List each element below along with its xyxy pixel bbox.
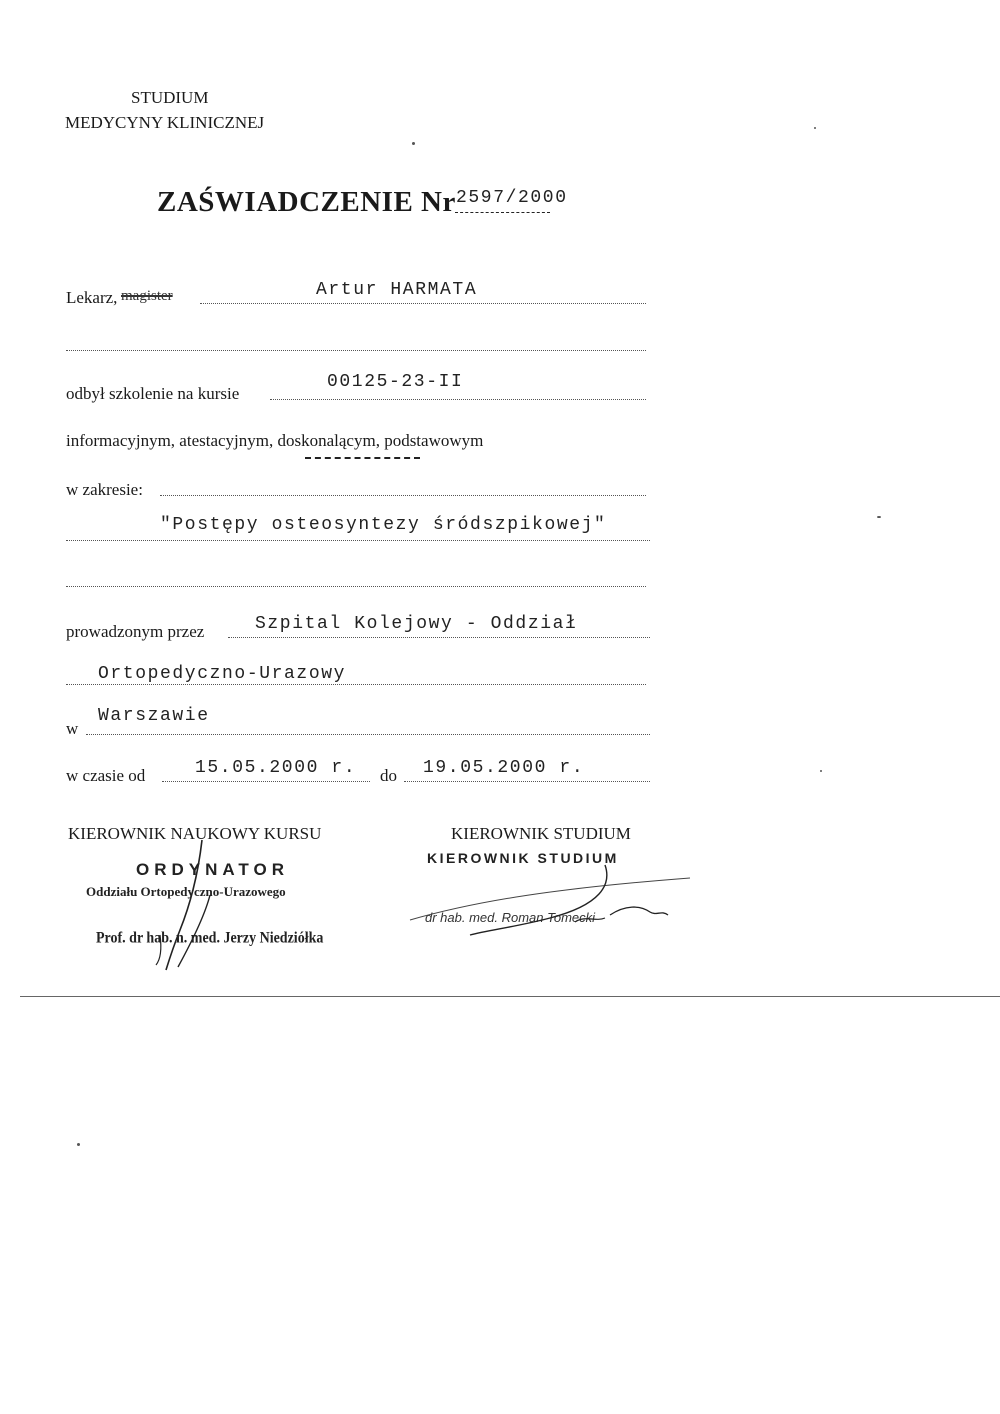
organizer-dotted-line-1 (228, 637, 650, 638)
left-stamp-line-2: Oddziału Ortopedyczno-Urazowego (86, 884, 286, 899)
scope-dotted-line-2 (66, 540, 650, 541)
scope-label: w zakresie: (66, 480, 143, 499)
course-code: 00125-23-II (327, 372, 464, 392)
city-label: w (66, 719, 79, 738)
scope-value: "Postępy osteosyntezy śródszpikowej" (160, 515, 607, 535)
date-from: 15.05.2000 r. (195, 758, 357, 778)
right-handwritten-signature (400, 860, 700, 940)
organizer-line-2: Ortopedyczno-Urazowy (98, 664, 347, 684)
course-dotted-line (270, 399, 646, 400)
scan-speck (412, 142, 415, 145)
scan-speck (77, 1143, 80, 1146)
course-type-underline (305, 457, 420, 459)
period-label: w czasie od (66, 766, 146, 785)
left-stamp-line-1: ORDYNATOR (136, 860, 289, 879)
left-signature-title: KIEROWNIK NAUKOWY KURSU (68, 824, 322, 843)
left-handwritten-signature (150, 835, 230, 975)
doctor-label: Lekarz, (66, 288, 118, 307)
page-fold-line (20, 996, 1000, 997)
blank-dotted-line-2 (66, 586, 646, 587)
doctor-dotted-line (200, 303, 646, 304)
city-dotted-line (86, 734, 650, 735)
certificate-number: 2597/2000 (456, 188, 568, 208)
right-stamp-line-2: dr hab. med. Roman Tomecki (425, 910, 596, 925)
to-label: do (380, 766, 397, 785)
header-line-2: MEDYCYNY KLINICZNEJ (65, 113, 265, 132)
date-from-dotted-line (162, 781, 370, 782)
left-stamp-line-3: Prof. dr hab. n. med. Jerzy Niedziółka (96, 929, 324, 948)
organizer-line-1: Szpital Kolejowy - Oddział (255, 614, 578, 634)
date-to: 19.05.2000 r. (423, 758, 585, 778)
right-signature-title: KIEROWNIK STUDIUM (451, 824, 631, 843)
scan-speck (814, 127, 816, 129)
certificate-number-underline (455, 212, 550, 213)
blank-dotted-line-1 (66, 350, 646, 351)
course-types: informacyjnym, atestacyjnym, doskonalącym, podstawowym (66, 431, 484, 450)
right-stamp-line-1: KIEROWNIK STUDIUM (427, 850, 619, 866)
doctor-name: Artur HARMATA (316, 280, 478, 300)
organizer-label: prowadzonym przez (66, 622, 205, 641)
certificate-title: ZAŚWIADCZENIE Nr (157, 186, 456, 218)
date-to-dotted-line (404, 781, 650, 782)
scan-speck (820, 770, 822, 772)
scan-speck (877, 516, 881, 518)
scope-dotted-line-1 (160, 495, 646, 496)
header-line-1: STUDIUM (131, 88, 209, 107)
city-value: Warszawie (98, 706, 210, 726)
course-label: odbył szkolenie na kursie (66, 384, 240, 403)
doctor-title-struck: magister (121, 288, 173, 304)
organizer-dotted-line-2 (66, 684, 646, 685)
